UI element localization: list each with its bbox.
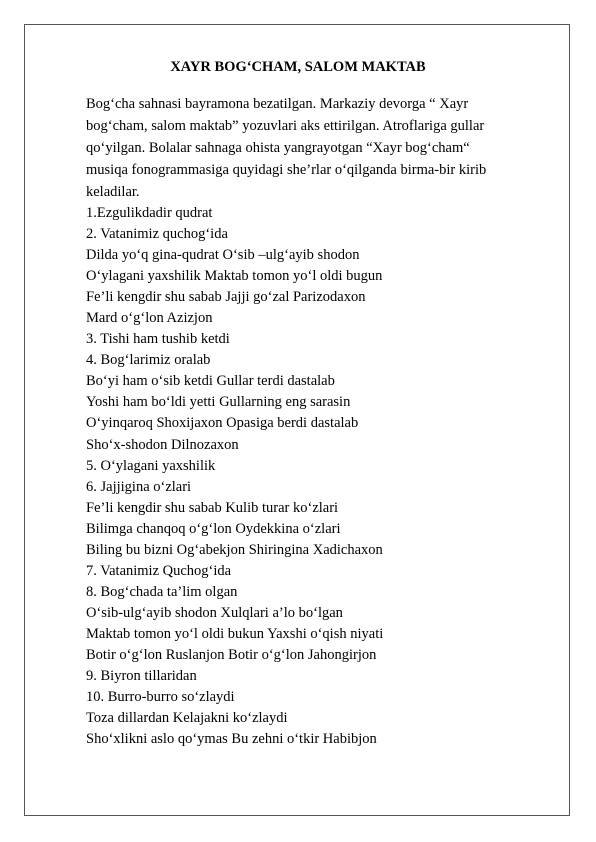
poem-lines bbox=[86, 203, 526, 750]
poem-line: Sho‘xlikni aslo qo‘ymas Bu zehni o‘tkir Habibjon bbox=[86, 731, 377, 748]
poem-line: 5. O‘ylagani yaxshilik bbox=[86, 457, 216, 474]
poem-line: Dilda yo‘q gina-qudrat O‘sib –ulg‘ayib shodon bbox=[86, 247, 360, 264]
poem-line: O‘sib-ulg‘ayib shodon Xulqlari a’lo bo‘lgan bbox=[86, 604, 343, 621]
poem-line: Maktab tomon yo‘l oldi bukun Yaxshi o‘qish niyati bbox=[86, 625, 384, 642]
poem-line: 6. Jajjigina o‘zlari bbox=[86, 478, 192, 495]
poem-line: Botir o‘g‘lon Ruslanjon Botir o‘g‘lon Jahongirjon bbox=[86, 646, 377, 663]
intro-paragraph bbox=[86, 93, 526, 203]
poem-line: O‘yinqaroq Shoxijaxon Opasiga berdi dastalab bbox=[86, 415, 359, 432]
intro-line: qo‘yilgan. Bolalar sahnaga ohista yangrayotgan “Xayr bog‘cham“ bbox=[86, 140, 470, 156]
poem-line: Fe’li kengdir shu sabab Kulib turar ko‘zlari bbox=[86, 499, 339, 516]
poem-line: 8. Bog‘chada ta’lim olgan bbox=[86, 583, 238, 600]
poem-line: 7. Vatanimiz Quchog‘ida bbox=[86, 562, 232, 579]
poem-line: 2. Vatanimiz quchog‘ida bbox=[86, 226, 228, 243]
poem-line: Bo‘yi ham o‘sib ketdi Gullar terdi dastalab bbox=[86, 373, 335, 390]
poem-line: Biling bu bizni Og‘abekjon Shiringina Xadichaxon bbox=[86, 541, 383, 558]
intro-line: keladilar. bbox=[86, 184, 140, 200]
intro-line: Bog‘cha sahnasi bayramona bezatilgan. Markaziy devorga “ Xayr bbox=[86, 96, 469, 112]
page-title: XAYR BOG‘CHAM, SALOM MAKTAB bbox=[170, 59, 426, 75]
intro-line: bog‘cham, salom maktab” yozuvlari aks ettirilgan. Atroflariga gullar bbox=[86, 118, 485, 134]
poem-line: Toza dillardan Kelajakni ko‘zlaydi bbox=[86, 710, 288, 727]
poem-line: Yoshi ham bo‘ldi yetti Gullarning eng sarasin bbox=[86, 394, 351, 411]
poem-line: Bilimga chanqoq o‘g‘lon Oydekkina o‘zlari bbox=[86, 520, 341, 537]
intro-line: musiqa fonogrammasiga quyidagi she’rlar o‘qilganda birma-bir kirib bbox=[86, 162, 487, 178]
poem-line: 1.Ezgulikdadir qudrat bbox=[86, 205, 213, 221]
poem-line: Sho‘x-shodon Dilnozaxon bbox=[86, 436, 239, 453]
poem-line: 9. Biyron tillaridan bbox=[86, 668, 197, 685]
poem-line: 10. Burro-burro so‘zlaydi bbox=[86, 689, 235, 706]
poem-line: O‘ylagani yaxshilik Maktab tomon yo‘l oldi bugun bbox=[86, 268, 383, 285]
poem-line: 3. Tishi ham tushib ketdi bbox=[86, 331, 230, 348]
poem-line: Fe’li kengdir shu sabab Jajji go‘zal Parizodaxon bbox=[86, 289, 366, 306]
poem-line: 4. Bog‘larimiz oralab bbox=[86, 352, 211, 369]
poem-line: Mard o‘g‘lon Azizjon bbox=[86, 310, 213, 327]
